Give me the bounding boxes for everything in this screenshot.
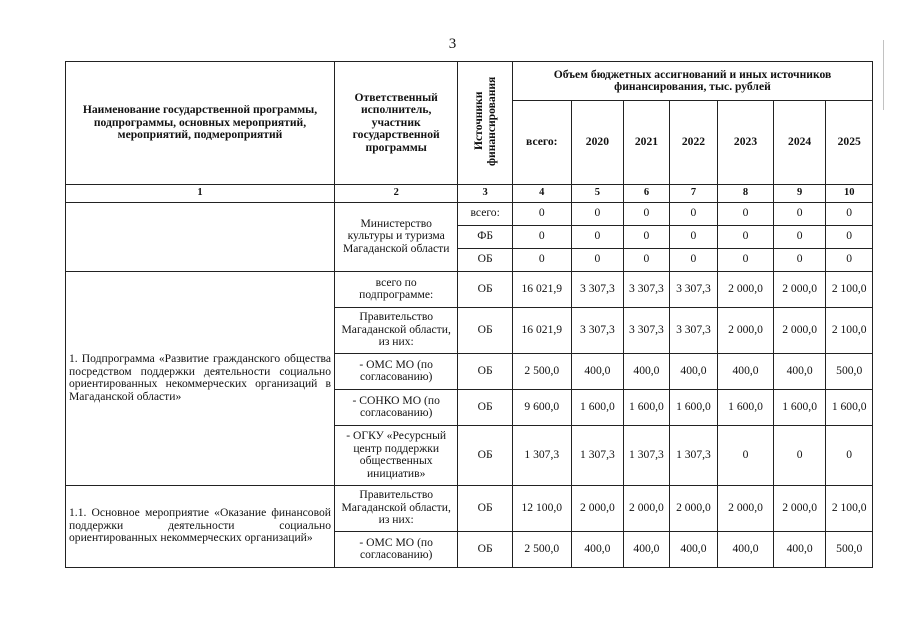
header-year: 2022 [669,101,718,185]
executor-cell: Министерство культуры и туризма Магаданской области [335,202,458,271]
value-cell: 400,0 [669,531,718,567]
value-cell: 1 600,0 [773,389,826,425]
index-cell: 1 [66,184,335,202]
value-cell: 1 307,3 [571,425,624,485]
value-cell: 1 600,0 [826,389,873,425]
value-cell: 2 000,0 [718,485,774,531]
value-cell: 400,0 [773,353,826,389]
index-cell: 3 [458,184,513,202]
value-cell: 3 307,3 [669,307,718,353]
value-cell: 1 307,3 [512,425,571,485]
index-row [66,184,873,202]
source-cell: ФБ [458,225,513,248]
value-cell: 1 600,0 [718,389,774,425]
value-cell: 2 000,0 [571,485,624,531]
source-cell: ОБ [458,271,513,307]
measure-name: 1.1. Основное мероприятие «Оказание финансовой поддержки деятельности социально ориентированных некоммерческих организаций» [66,485,335,567]
value-cell: 400,0 [624,353,670,389]
value-cell: 2 500,0 [512,353,571,389]
header-year: 2025 [826,101,873,185]
source-cell: ОБ [458,248,513,271]
executor-cell: Правительство Магаданской области, из них: [335,485,458,531]
value-cell: 0 [512,225,571,248]
value-cell: 400,0 [571,531,624,567]
value-cell: 2 000,0 [669,485,718,531]
header-year: 2023 [718,101,774,185]
header-total: всего: [512,101,571,185]
value-cell: 0 [773,425,826,485]
index-cell: 7 [669,184,718,202]
value-cell: 1 307,3 [669,425,718,485]
value-cell: 0 [718,225,774,248]
index-cell: 2 [335,184,458,202]
value-cell: 16 021,9 [512,271,571,307]
value-cell: 2 000,0 [773,307,826,353]
value-cell: 12 100,0 [512,485,571,531]
header-source-label: Источники финансирования [472,76,499,166]
value-cell: 0 [512,248,571,271]
value-cell: 0 [826,225,873,248]
table-row [66,202,873,225]
value-cell: 400,0 [624,531,670,567]
value-cell: 0 [571,225,624,248]
value-cell: 2 500,0 [512,531,571,567]
page-number: 3 [448,36,457,52]
value-cell: 2 100,0 [826,271,873,307]
executor-cell: - ОМС МО (по согласованию) [335,531,458,567]
value-cell: 0 [773,225,826,248]
subprogram-name: 1. Подпрограмма «Развитие гражданского общества посредством поддержки деятельности социально ориентированных некоммерческих организаций в Магаданской области» [66,271,335,485]
value-cell: 1 600,0 [624,389,670,425]
source-cell: ОБ [458,531,513,567]
executor-cell: всего по подпрограмме: [335,271,458,307]
value-cell: 400,0 [718,531,774,567]
value-cell: 16 021,9 [512,307,571,353]
header-year: 2021 [624,101,670,185]
value-cell: 1 600,0 [669,389,718,425]
source-cell: ОБ [458,389,513,425]
value-cell: 3 307,3 [624,307,670,353]
value-cell: 0 [571,248,624,271]
index-cell: 5 [571,184,624,202]
budget-table [65,61,873,568]
value-cell: 1 307,3 [624,425,670,485]
margin-mark [883,40,887,110]
value-cell: 0 [669,248,718,271]
value-cell: 400,0 [773,531,826,567]
index-cell: 4 [512,184,571,202]
value-cell: 0 [826,202,873,225]
executor-cell: - ОГКУ «Ресурсный центр поддержки общественных инициатив» [335,425,458,485]
value-cell: 0 [718,248,774,271]
executor-cell: - СОНКО МО (по согласованию) [335,389,458,425]
index-cell: 9 [773,184,826,202]
value-cell: 0 [571,202,624,225]
value-cell: 0 [624,225,670,248]
value-cell: 2 000,0 [773,271,826,307]
value-cell: 0 [773,248,826,271]
index-cell: 10 [826,184,873,202]
table-row [66,271,873,307]
value-cell: 0 [624,248,670,271]
header-name: Наименование государственной программы, подпрограммы, основных мероприятий, мероприятий, подмероприятий [66,62,335,185]
header-row-1 [66,62,873,101]
value-cell: 500,0 [826,531,873,567]
index-cell: 8 [718,184,774,202]
value-cell: 0 [512,202,571,225]
value-cell: 2 100,0 [826,485,873,531]
source-cell: ОБ [458,425,513,485]
value-cell: 0 [718,202,774,225]
value-cell: 2 000,0 [624,485,670,531]
index-cell: 6 [624,184,670,202]
value-cell: 400,0 [571,353,624,389]
value-cell: 0 [669,225,718,248]
value-cell: 2 000,0 [773,485,826,531]
value-cell: 0 [826,248,873,271]
value-cell: 400,0 [718,353,774,389]
empty-name-cell [66,202,335,271]
value-cell: 0 [624,202,670,225]
header-year: 2020 [571,101,624,185]
table-row [66,485,873,531]
value-cell: 3 307,3 [669,271,718,307]
header-year: 2024 [773,101,826,185]
header-volume: Объем бюджетных ассигнований и иных источников финансирования, тыс. рублей [512,62,872,101]
value-cell: 3 307,3 [571,307,624,353]
value-cell: 0 [826,425,873,485]
value-cell: 3 307,3 [571,271,624,307]
source-cell: всего: [458,202,513,225]
value-cell: 400,0 [669,353,718,389]
value-cell: 2 100,0 [826,307,873,353]
value-cell: 0 [718,425,774,485]
header-executor: Ответственный исполнитель, участник государственной программы [335,62,458,185]
executor-cell: - ОМС МО (по согласованию) [335,353,458,389]
value-cell: 9 600,0 [512,389,571,425]
value-cell: 1 600,0 [571,389,624,425]
header-source [458,62,513,185]
value-cell: 0 [773,202,826,225]
source-cell: ОБ [458,353,513,389]
value-cell: 2 000,0 [718,307,774,353]
value-cell: 500,0 [826,353,873,389]
source-cell: ОБ [458,307,513,353]
value-cell: 2 000,0 [718,271,774,307]
source-cell: ОБ [458,485,513,531]
value-cell: 3 307,3 [624,271,670,307]
executor-cell: Правительство Магаданской области, из них: [335,307,458,353]
value-cell: 0 [669,202,718,225]
